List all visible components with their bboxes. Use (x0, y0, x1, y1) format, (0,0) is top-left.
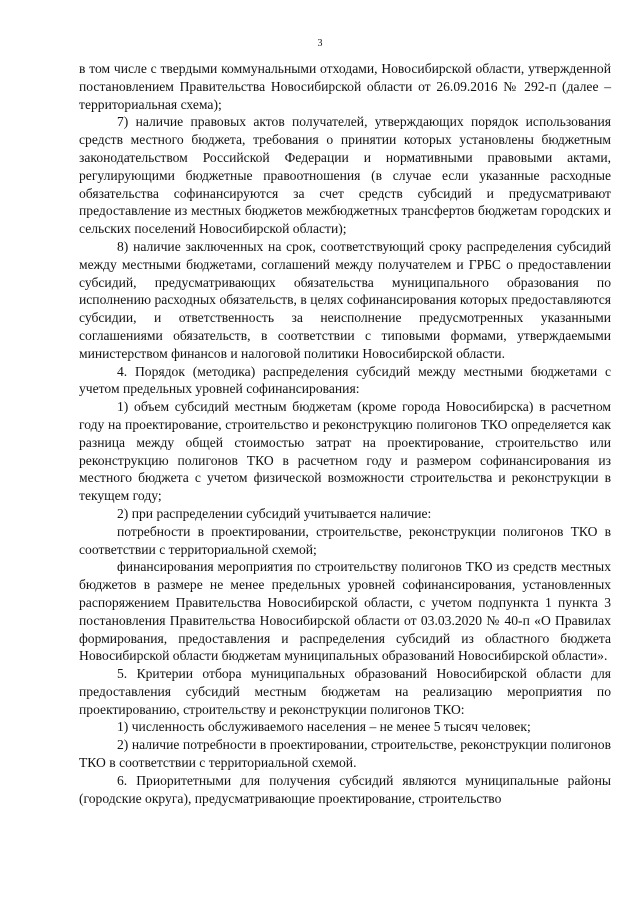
document-body (79, 60, 611, 807)
paragraph-criterion-2-need: 2) наличие потребности в проектировании, строительстве, реконструкции полигонов ТКО в соответствии с территориальной схемой. (79, 737, 611, 771)
paragraph-section-4-distribution-method: 4. Порядок (методика) распределения субсидий между местными бюджетами с учетом предельных уровней софинансирования: (79, 363, 611, 397)
paragraph-cofinancing: финансирования мероприятия по строительству полигонов ТКО из средств местных бюджетов в размере не менее предельных уровней софинансирования, установленных распоряжением Правительства Новосибирской области, с учетом подпункта 1 пункта 3 постановления Правительства Новосибирской области от 03.03.2020 № 40-п «О Правилах формирования, предоставления и распределения субсидий из областного бюджета Новосибирской области бюджетам муниципальных образований Новосибирской области». (79, 559, 611, 664)
page-number: 3 (317, 38, 323, 49)
paragraph-territorial-scheme-continuation: в том числе с твердыми коммунальными отходами, Новосибирской области, утвержденной постановлением Правительства Новосибирской области от 26.09.2016 № 292-п (далее – территориальная схема); (79, 61, 611, 112)
paragraph-section-5-selection-criteria: 5. Критерии отбора муниципальных образований Новосибирской области для предоставления субсидий местным бюджетам на реализацию мероприятия по проектированию, строительству и реконструкции полигонов ТКО: (79, 666, 611, 717)
paragraph-item-7-legal-acts: 7) наличие правовых актов получателей, утверждающих порядок использования средств местного бюджета, требования о принятии которых установлены бюджетным законодательством Российской Федерации и нормативными правовыми актами, регулирующими бюджетные правоотношения (в случае если указанные расходные обязательства софинансируются за счет средств субсидий и предусматривают предоставление из местных бюджетов межбюджетных трансфертов бюджетам городских и сельских поселений Новосибирской области); (79, 114, 611, 237)
paragraph-section-4-item-2-considerations: 2) при распределении субсидий учитывается наличие: (117, 505, 432, 521)
paragraph-item-8-agreements: 8) наличие заключенных на срок, соответствующий сроку распределения субсидий между местными бюджетами, соглашений между получателем и ГРБС о предоставлении субсидий, предусматривающих обязательства муниципального образования по исполнению расходных обязательств, в целях софинансирования которых предоставляются субсидии, и ответственность за неисполнение предусмотренных указанными соглашениями обязательств, в соответствии с типовыми формами, утверждаемыми министерством финансов и налоговой политики Новосибирской области. (79, 238, 611, 361)
paragraph-criterion-1-population: 1) численность обслуживаемого населения – не менее 5 тысяч человек; (117, 719, 531, 735)
paragraph-need-for-design: потребности в проектировании, строительстве, реконструкции полигонов ТКО в соответствии с территориальной схемой; (79, 523, 611, 557)
paragraph-section-4-item-1-subsidy-volume: 1) объем субсидий местным бюджетам (кроме города Новосибирска) в расчетном году на проектирование, строительство и реконструкцию полигонов ТКО определяется как разница между общей стоимостью затрат на проектирование, строительство или реконструкцию полигонов ТКО в расчетном году и размером софинансирования из местного бюджета с учетом физической возможности строительства и реконструкции в текущем году; (79, 399, 611, 504)
paragraph-section-6-priority: 6. Приоритетными для получения субсидий являются муниципальные районы (городские округа), предусматривающие проектирование, строительство (79, 772, 611, 806)
